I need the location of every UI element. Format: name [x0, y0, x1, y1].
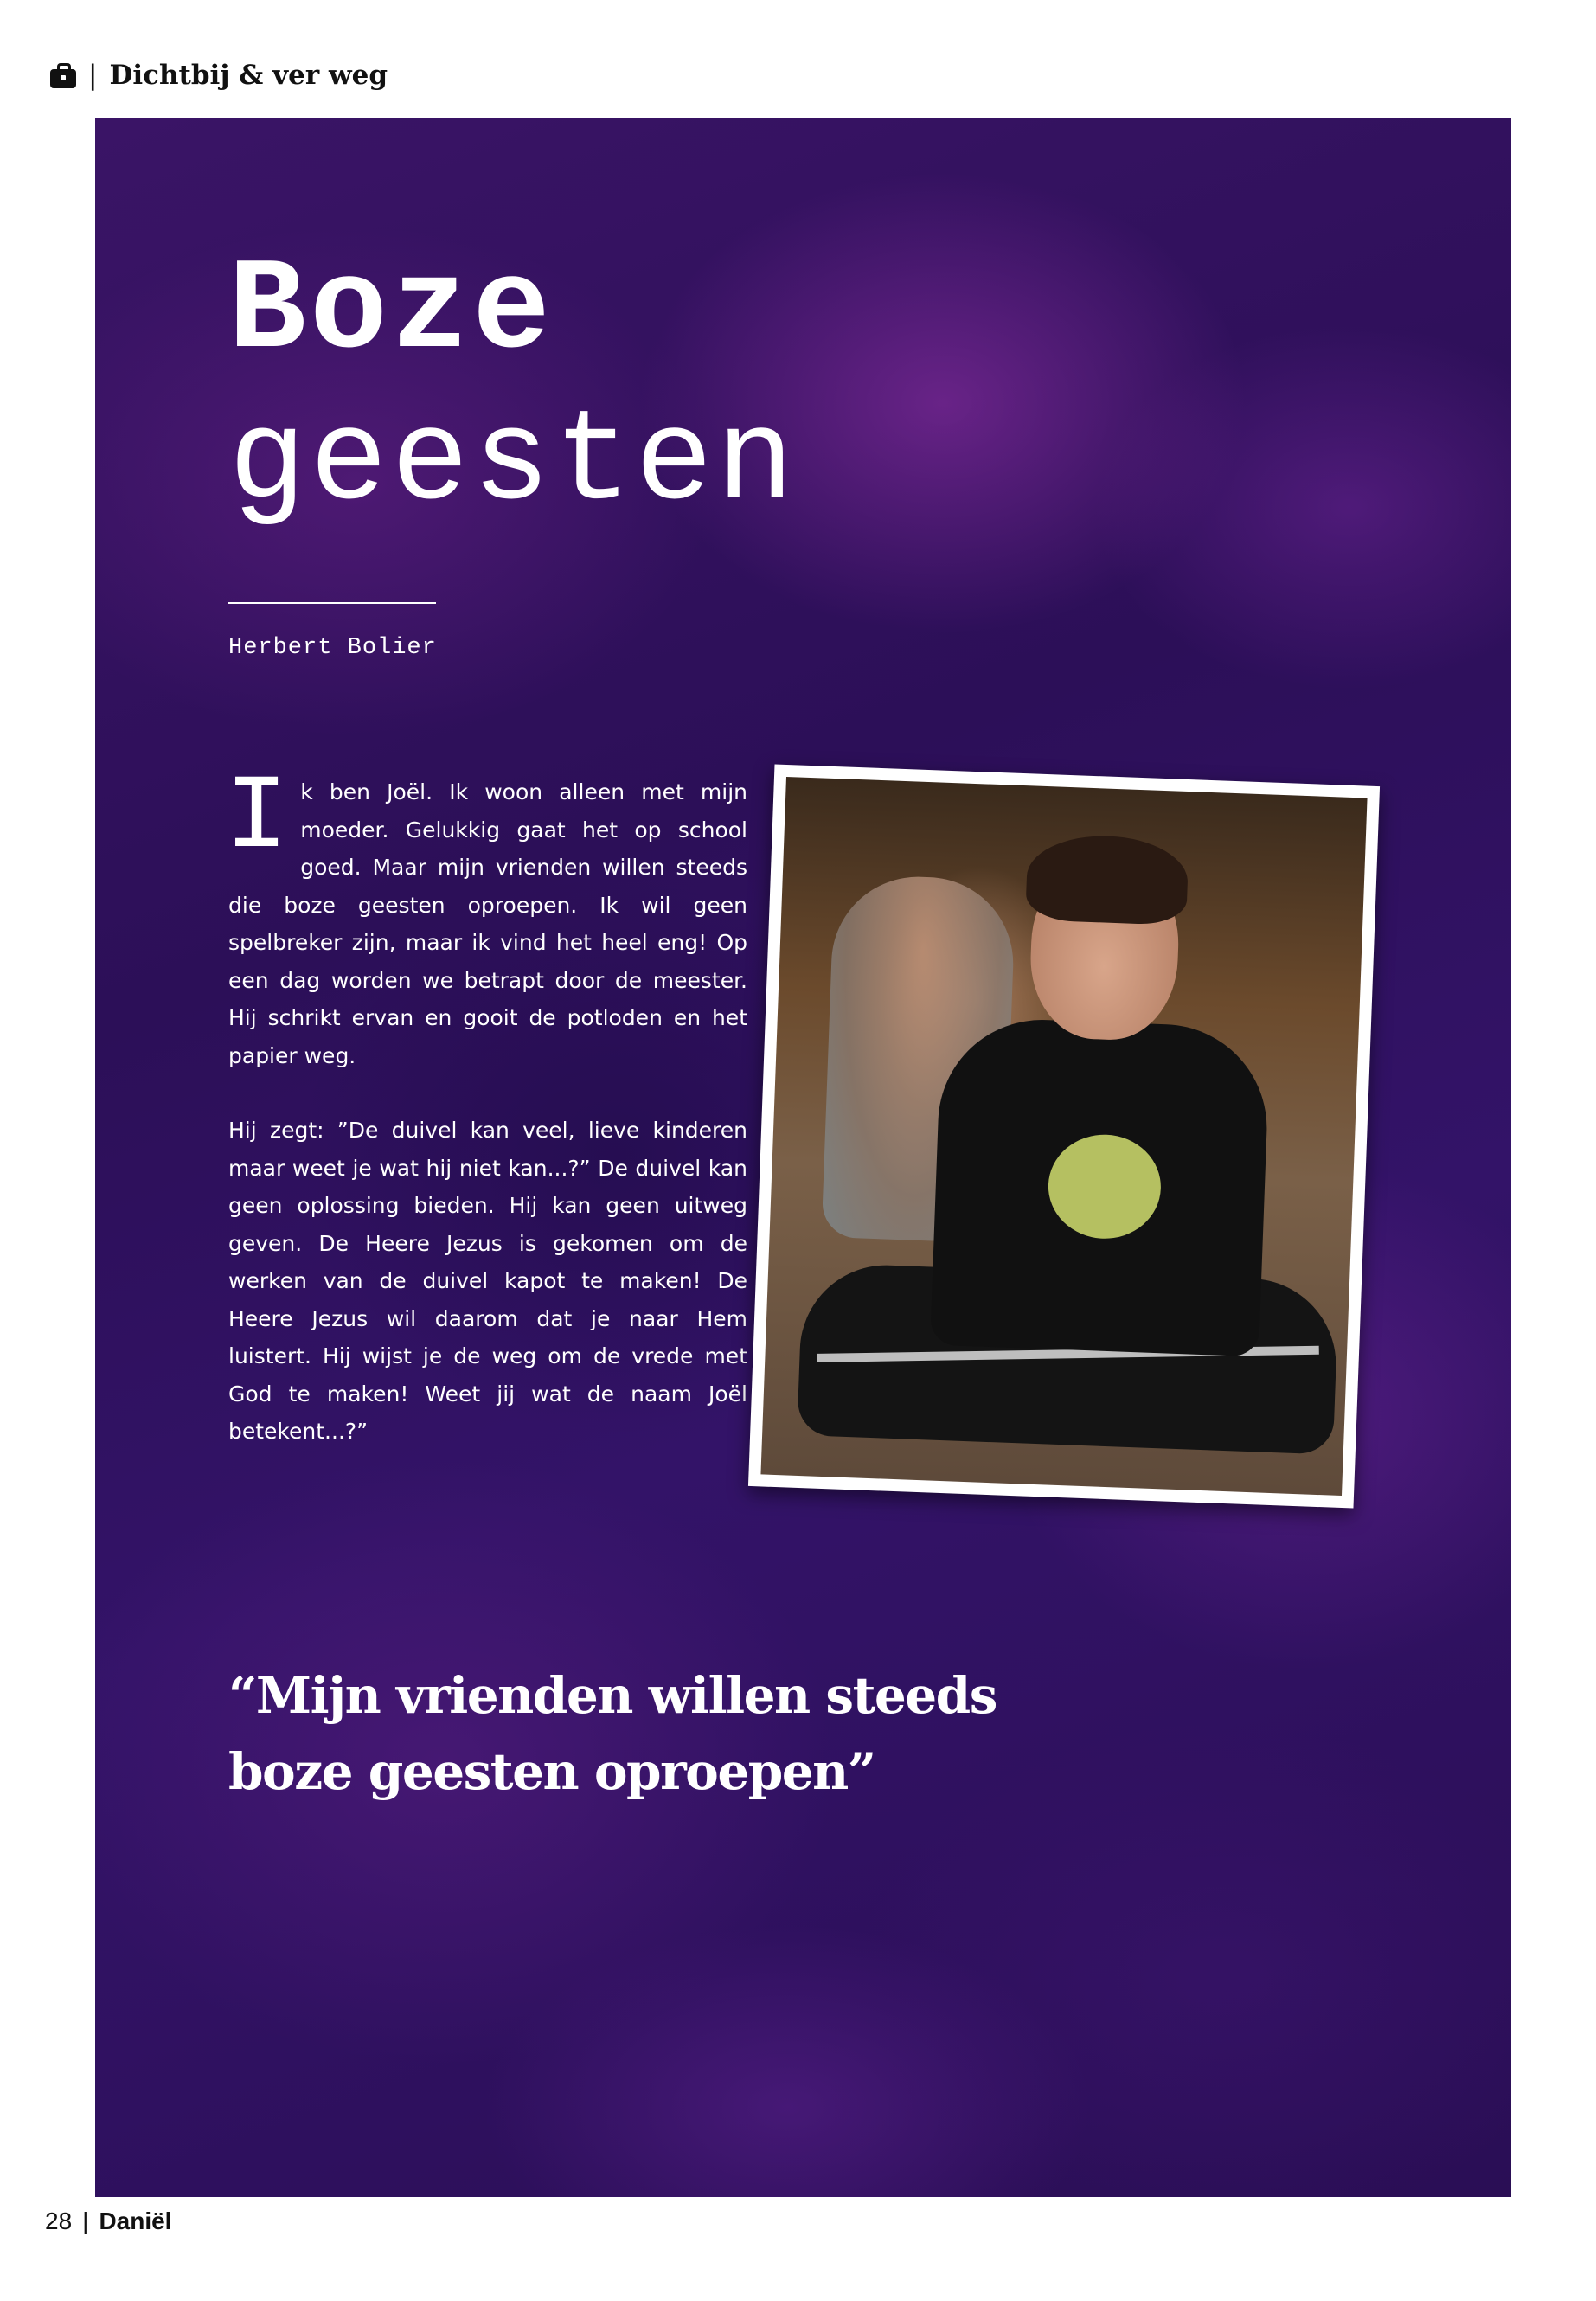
pull-quote-line-2: boze geesten oproepen” [228, 1742, 875, 1801]
pull-quote-line-1: “Mijn vrienden willen steeds [228, 1666, 997, 1725]
author-byline: Herbert Bolier [228, 635, 437, 661]
title-divider [228, 602, 436, 604]
header-separator: | [88, 60, 98, 91]
magazine-name: Daniël [99, 2208, 172, 2234]
section-name: Dichtbij & ver weg [109, 60, 388, 91]
page-number: 28 [45, 2208, 73, 2234]
paragraph-1-text: k ben Joël. Ik woon alleen met mijn moeder. Gelukkig gaat het op school goed. Maar mijn vrienden willen steeds die boze geesten oproepen. Ik wil geen spelbreker zijn, maar ik vind het heel eng! Op een dag worden we betrapt door de meester. Hij schrikt ervan en gooit de potloden en het papier weg. [228, 779, 747, 1068]
section-header [50, 54, 388, 97]
briefcase-icon [50, 62, 76, 88]
article-body [225, 758, 747, 1488]
pull-quote [228, 1657, 1180, 1810]
paragraph-2: Hij zegt: ”De duivel kan veel, lieve kinderen maar weet je wat hij niet kan...?” De duivel kan geen oplossing bieden. Hij kan geen uitweg geven. De Heere Jezus is gekomen om de werken van de duivel kapot te maken! De Heere Jezus wil daarom dat je naar Hem luistert. Hij wijst je de weg om de vrede met God te maken! Weet jij wat de naam Joël betekent...?” [228, 1118, 747, 1444]
footer-separator: | [82, 2208, 89, 2234]
page-footer [45, 2204, 171, 2239]
article-panel [95, 118, 1511, 2197]
title-line-1: Boze [228, 239, 554, 386]
paragraph-1 [225, 758, 747, 1074]
article-photo [748, 764, 1380, 1508]
photo-image [760, 777, 1367, 1496]
drop-cap: I [225, 758, 289, 878]
title-line-2: geesten [228, 390, 798, 537]
